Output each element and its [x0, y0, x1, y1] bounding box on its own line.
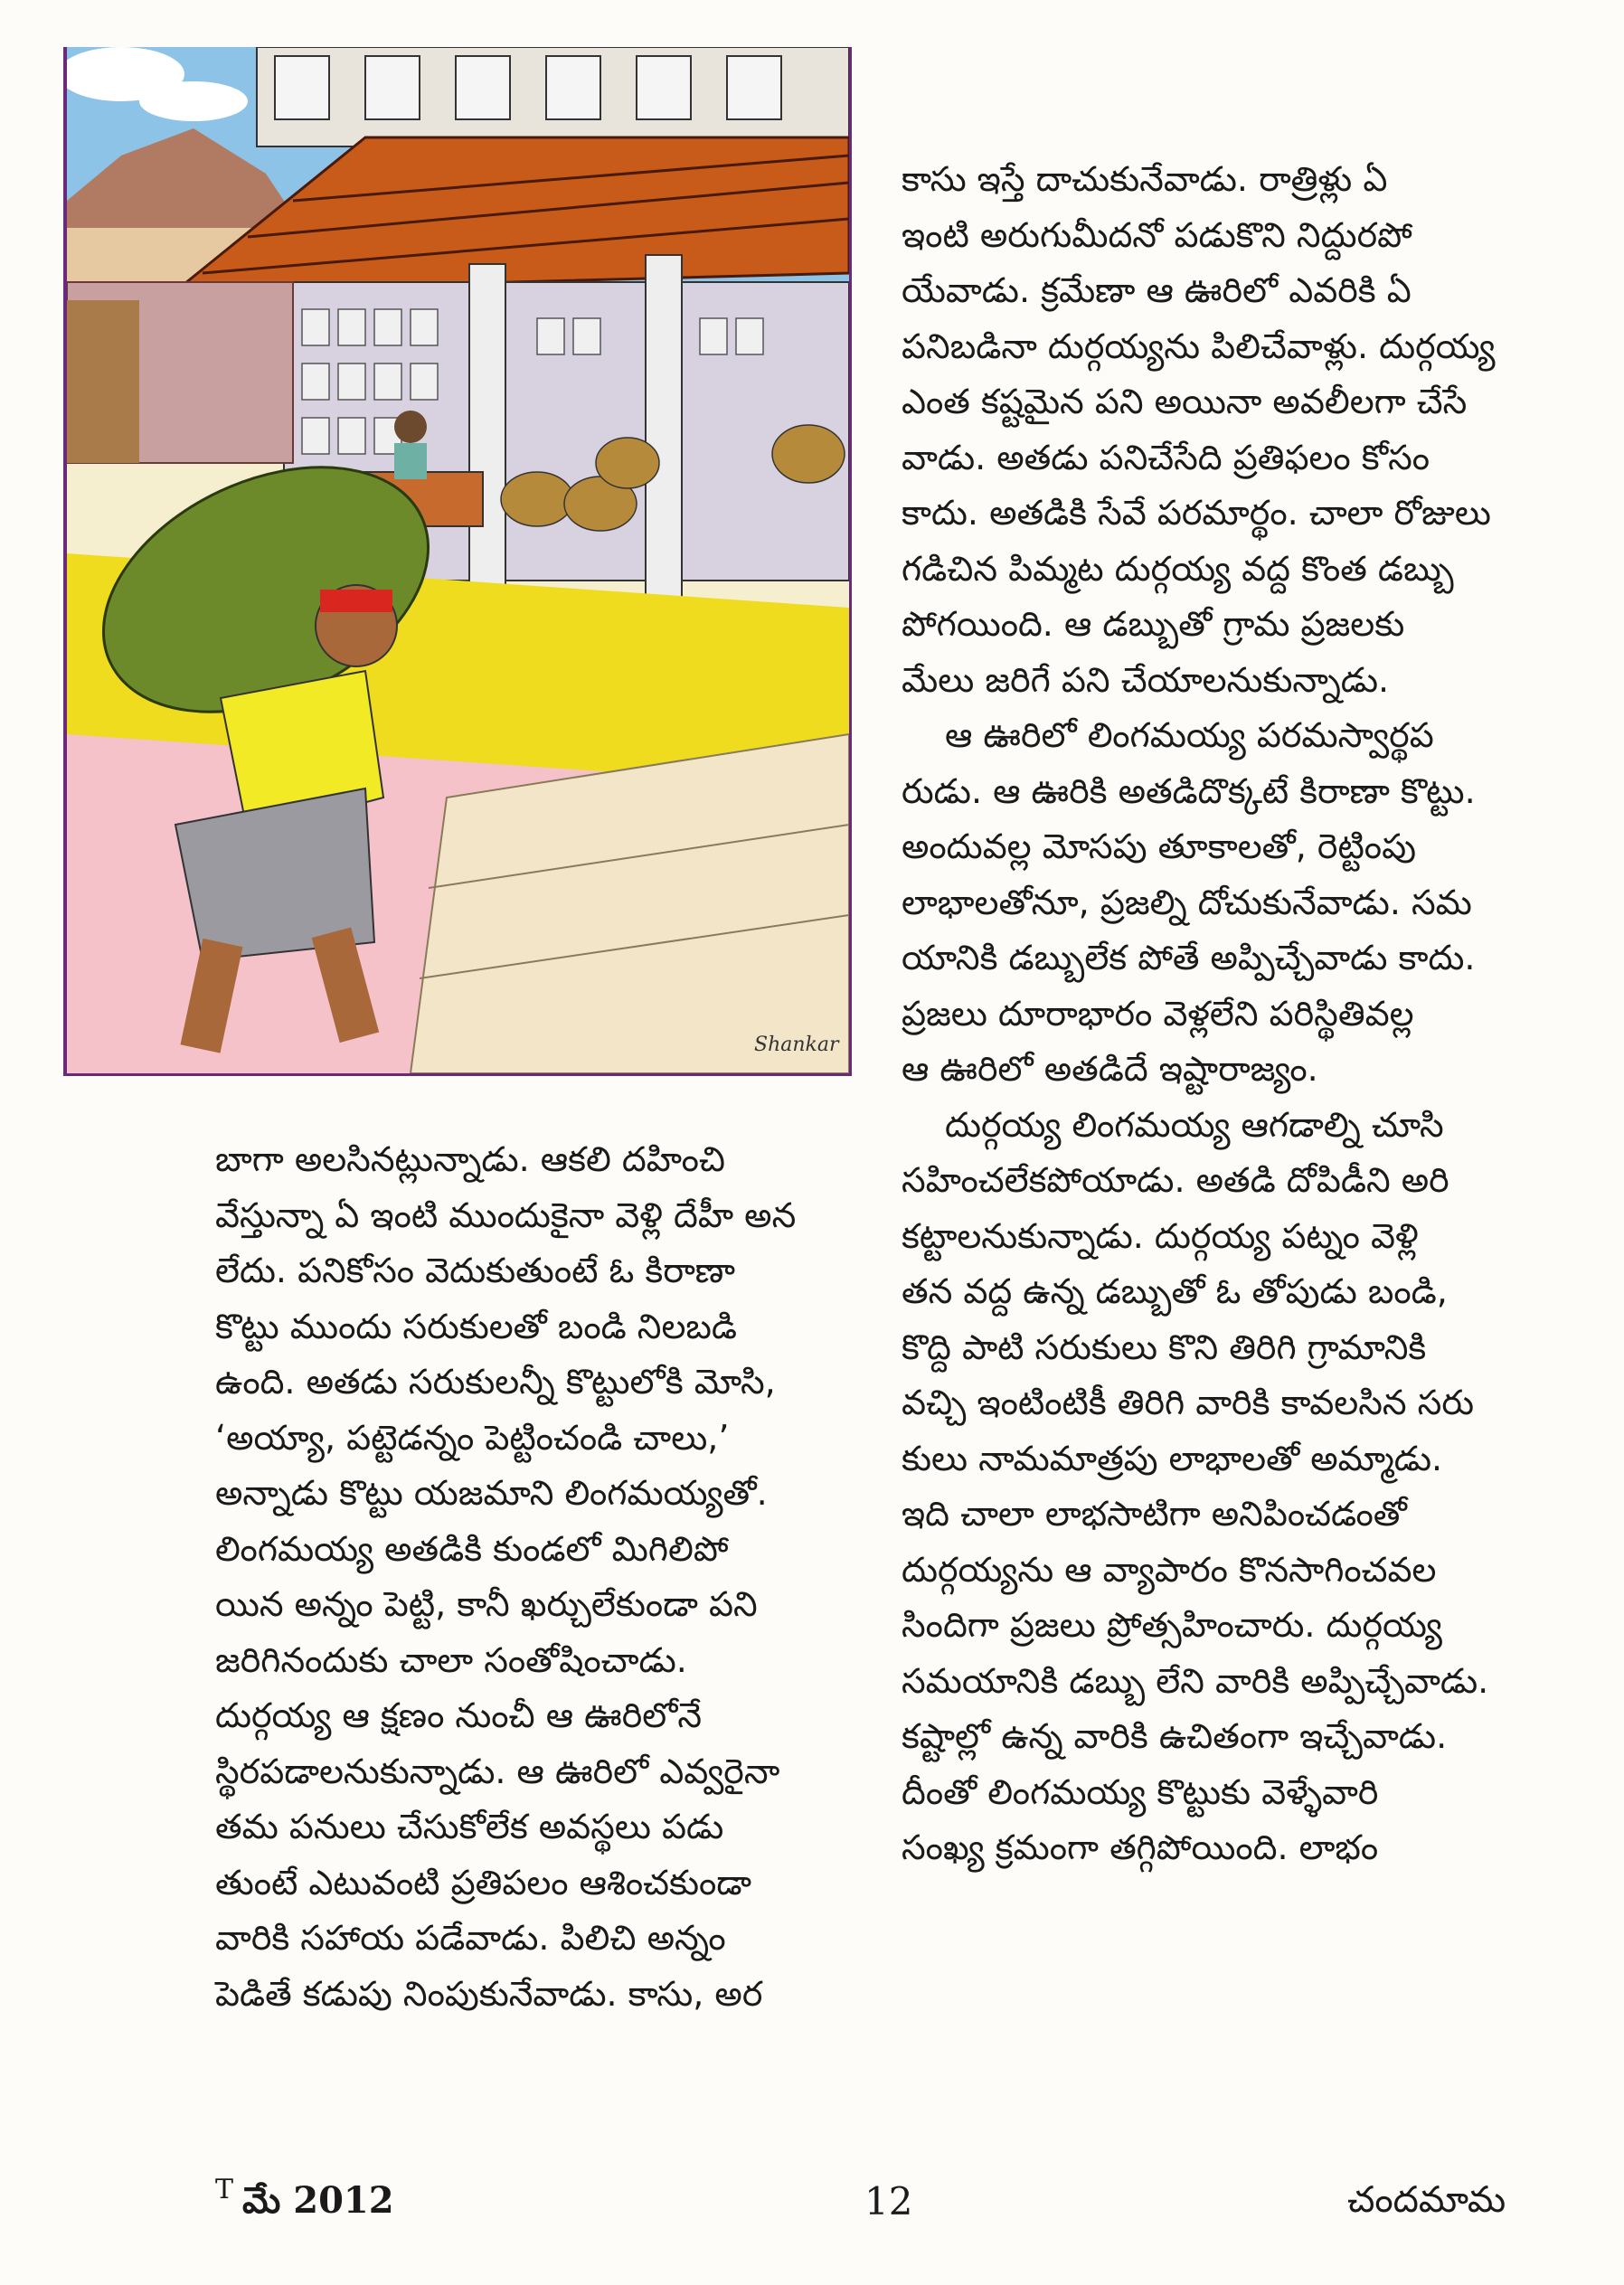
text-line: కులు నామమాత్రపు లాభాలతో అమ్మాడు.	[902, 1438, 1443, 1478]
text-line: తన వద్ద ఉన్న డబ్బుతో ఓ తోపుడు బండి,	[902, 1271, 1448, 1311]
magazine-name: చందమామ	[1347, 2179, 1506, 2221]
text-line: ఇది చాలా లాభసాటిగా అనిపించడంతో	[902, 1494, 1407, 1534]
text-line: పెడితే కడుపు నింపుకునేవాడు. కాసు, అర	[215, 1973, 763, 2014]
text-line: ఇంటి అరుగుమీదనో పడుకొని నిద్దురపో	[902, 214, 1412, 255]
text-line: అన్నాడు కొట్టు యజమాని లింగమయ్యతో.	[215, 1473, 768, 1513]
text-line: కొట్టు ముందు సరుకులతో బండి నిలబడి	[215, 1306, 738, 1346]
text-line: కొద్ది పాటి సరుకులు కొని తిరిగి గ్రామానికి	[902, 1327, 1427, 1367]
text-line: సిందిగా ప్రజలు ప్రోత్సహించారు. దుర్గయ్య	[902, 1605, 1442, 1645]
text-line: కష్టాల్లో ఉన్న వారికి ఉచితంగా ఇచ్చేవాడు.	[902, 1716, 1448, 1756]
text-line: సంఖ్య క్రమంగా తగ్గిపోయింది. లాభం	[902, 1827, 1379, 1867]
text-line: వాడు. అతడు పనిచేసేది ప్రతిఫలం కోసం	[902, 437, 1430, 477]
right-text-column	[902, 152, 1553, 1876]
text-line: ‘అయ్యా, పట్టెడన్నం పెట్టించండి చాలు,’	[215, 1417, 730, 1458]
text-line: కాదు. అతడికి సేవే పరమార్థం. చాలా రోజులు	[902, 493, 1491, 533]
text-line: వేస్తున్నా ఏ ఇంటి ముందుకైనా వెళ్లి దేహీ అన	[215, 1194, 797, 1235]
text-line: దీంతో లింగమయ్య కొట్టుకు వెళ్ళేవారి	[902, 1771, 1379, 1812]
text-line: బాగా అలసినట్లున్నాడు. ఆకలి దహించి	[215, 1139, 725, 1179]
porter-carrying-sack-illustration	[67, 47, 849, 1073]
text-line: తమ పనులు చేసుకోలేక అవస్థలు పడు	[215, 1807, 724, 1846]
text-line: లింగమయ్య అతడికి కుండలో మిగిలిపో	[215, 1528, 729, 1569]
text-line: అందువల్ల మోసపు తూకాలతో, రెట్టింపు	[902, 826, 1416, 866]
text-line: ఆ ఊరిలో అతడిదే ఇష్టారాజ్యం.	[902, 1049, 1318, 1089]
text-line: ఆ ఊరిలో లింగమయ్య పరమస్వార్థప	[945, 715, 1434, 755]
text-line: దుర్గయ్య ఆ క్షణం నుంచీ ఆ ఊరిలోనే	[215, 1695, 703, 1735]
text-line: తుంటే ఎటువంటి ప్రతిపలం ఆశించకుండా	[215, 1862, 752, 1903]
text-line: పోగయింది. ఆ డబ్బుతో గ్రామ ప్రజలకు	[902, 604, 1405, 644]
footer-mark: T	[215, 2174, 234, 2205]
text-line: దుర్గయ్య లింగమయ్య ఆగడాల్ని చూసి	[945, 1104, 1444, 1145]
text-line: యానికి డబ్బులేక పోతే అప్పిచ్చేవాడు కాదు.	[902, 938, 1476, 977]
text-line: దుర్గయ్యను ఆ వ్యాపారం కొనసాగించవల	[902, 1549, 1437, 1590]
text-line: ప్రజలు దూరాభారం వెళ్లలేని పరిస్థితివల్ల	[902, 993, 1414, 1034]
story-illustration	[63, 47, 852, 1076]
text-line: వచ్చి ఇంటింటికీ తిరిగి వారికి కావలసిన సరు	[902, 1383, 1475, 1422]
text-line: పనిబడినా దుర్గయ్యను పిలిచేవాళ్లు. దుర్గయ్య	[902, 326, 1496, 366]
text-line: లాభాలతోనూ, ప్రజల్ని దోచుకునేవాడు. సమ	[902, 882, 1472, 922]
artist-signature: Shankar	[754, 1034, 839, 1056]
left-text-column	[215, 1132, 866, 2022]
text-line: కాసు ఇస్తే దాచుకునేవాడు. రాత్రిళ్లు ఏ	[902, 159, 1388, 199]
text-line: స్థిరపడాలనుకున్నాడు. ఆ ఊరిలో ఎవ్వరైనా	[215, 1751, 780, 1791]
text-line: మేలు జరిగే పని చేయాలనుకున్నాడు.	[902, 659, 1390, 700]
text-line: యేవాడు. క్రమేణా ఆ ఊరిలో ఎవరికి ఏ	[902, 270, 1412, 310]
text-line: రుడు. ఆ ఊరికి అతడిదొక్కటే కిరాణా కొట్టు.	[902, 770, 1476, 811]
text-line: యిన అన్నం పెట్టి, కానీ ఖర్చులేకుండా పని	[215, 1584, 758, 1624]
page-number: 12	[864, 2179, 913, 2224]
text-line: లేదు. పనికోసం వెదుకుతుంటే ఓ కిరాణా	[215, 1251, 736, 1290]
issue-date: మే 2012	[242, 2179, 394, 2222]
text-line: ఉంది. అతడు సరుకులన్నీ కొట్టులోకి మోసి,	[215, 1362, 776, 1402]
text-line: సహించలేకపోయాడు. అతడి దోపిడీని అరి	[902, 1160, 1449, 1200]
text-line: గడిచిన పిమ్మట దుర్గయ్య వద్ద కొంత డబ్బు	[902, 548, 1454, 589]
text-line: ఎంత కష్టమైన పని అయినా అవలీలగా చేసే	[902, 382, 1468, 421]
text-line: వారికి సహాయ పడేవాడు. పిలిచి అన్నం	[215, 1918, 726, 1958]
text-line: సమయానికి డబ్బు లేని వారికి అప్పిచ్చేవాడు.	[902, 1660, 1489, 1701]
text-line: కట్టాలనుకున్నాడు. దుర్గయ్య పట్నం వెళ్లి	[902, 1215, 1419, 1256]
text-line: జరిగినందుకు చాలా సంతోషించాడు.	[215, 1639, 687, 1680]
